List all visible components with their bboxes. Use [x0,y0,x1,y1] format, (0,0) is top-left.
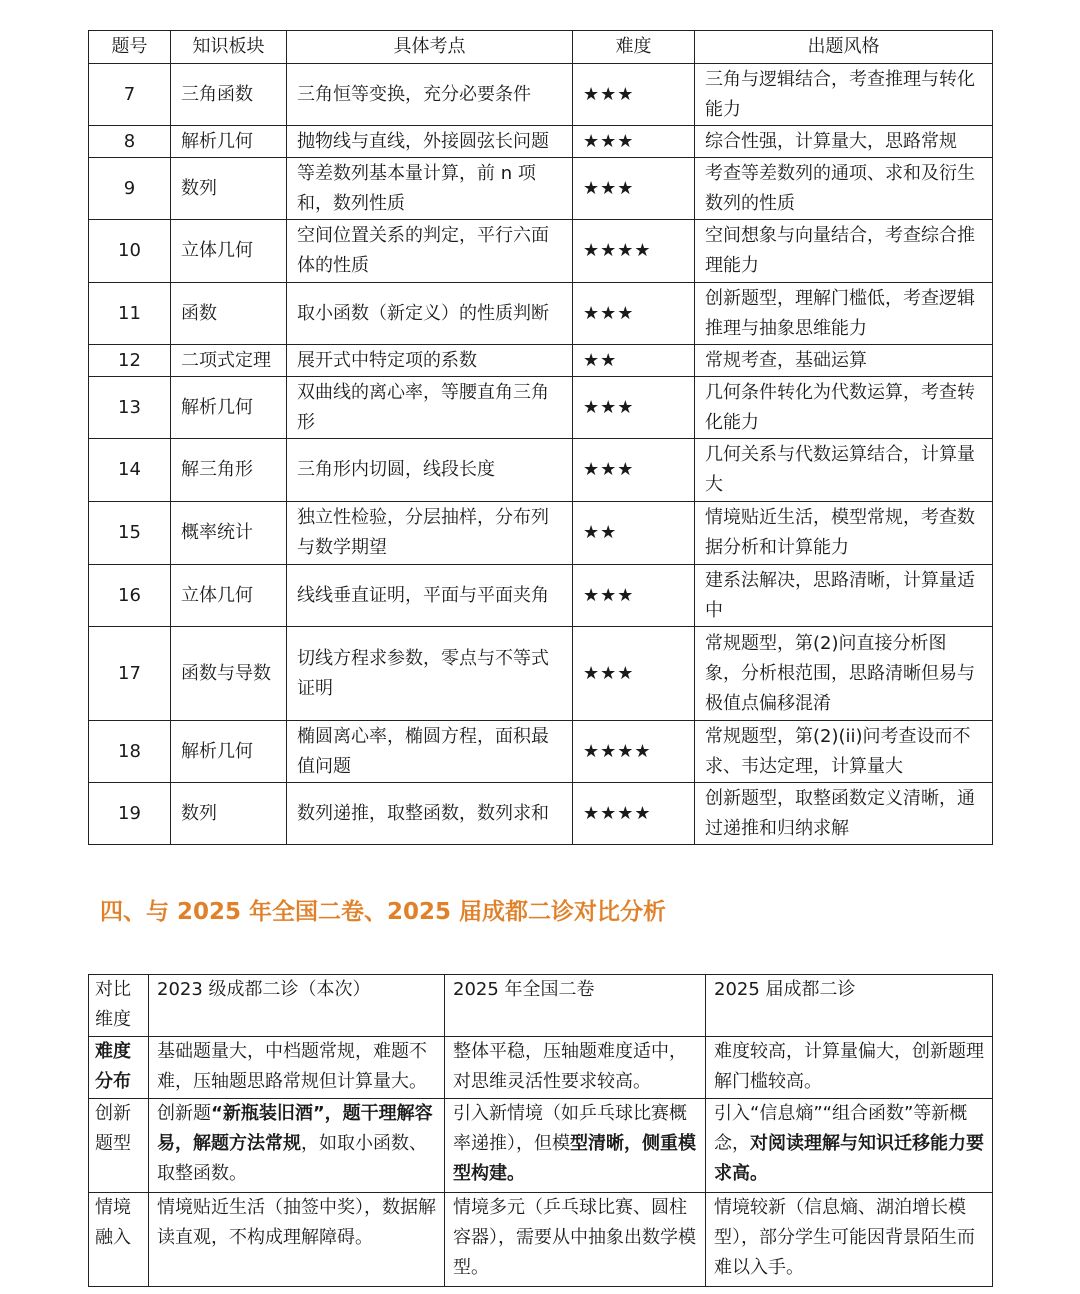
exam-points: 三角形内切圆，线段长度 [287,439,573,502]
header-cell: 2025 届成都二诊 [706,975,993,1037]
table-row [89,220,993,283]
knowledge-module: 函数 [171,283,287,345]
bold-text-segment: 型清晰，侧重模型构建。 [453,1133,696,1184]
comparison-cell [445,1099,706,1193]
knowledge-module: 解析几何 [171,126,287,158]
table-row [89,345,993,377]
question-number: 9 [89,158,171,220]
text-segment: 引入“信息熵”“组合函数”等新概念， [714,1103,968,1154]
text-segment: 创新题 [157,1103,211,1124]
knowledge-module: 解析几何 [171,377,287,439]
comparison-cell: 情境多元（乒乓球比赛、圆柱容器），需要从中抽象出数学模型。 [445,1193,706,1287]
exam-points: 等差数列基本量计算，前 n 项和，数列性质 [287,158,573,220]
question-number: 13 [89,377,171,439]
exam-analysis-table [88,30,993,845]
exam-points: 椭圆离心率，椭圆方程，面积最值问题 [287,721,573,783]
table-row [89,721,993,783]
table-row [89,627,993,721]
knowledge-module: 函数与导数 [171,627,287,721]
question-style: 空间想象与向量结合，考查综合推理能力 [695,220,993,283]
question-number: 14 [89,439,171,502]
comparison-cell: 整体平稳，压轴题难度适中，对思维灵活性要求较高。 [445,1037,706,1099]
question-style: 考查等差数列的通项、求和及衍生数列的性质 [695,158,993,220]
text-segment: ，如取小函数、取整函数。 [157,1133,427,1184]
header-cell: 对比维度 [89,975,149,1037]
comparison-dimension: 情境融入 [89,1193,149,1287]
comparison-table [88,974,993,1287]
question-style: 综合性强，计算量大，思路常规 [695,126,993,158]
question-style: 创新题型，理解门槛低，考查逻辑推理与抽象思维能力 [695,283,993,345]
difficulty-stars: ★★★★ [573,783,695,845]
difficulty-stars: ★★★ [573,126,695,158]
exam-points: 空间位置关系的判定，平行六面体的性质 [287,220,573,283]
table-row [89,64,993,126]
comparison-cell [706,1099,993,1193]
question-style: 建系法解决，思路清晰，计算量适中 [695,565,993,627]
header-cell: 题号 [89,31,171,64]
knowledge-module: 解三角形 [171,439,287,502]
question-style: 常规题型，第(2)问直接分析图象，分析根范围，思路清晰但易与极值点偏移混淆 [695,627,993,721]
question-style: 常规题型，第(2)(ii)问考查设而不求、韦达定理，计算量大 [695,721,993,783]
comparison-cell: 情境较新（信息熵、湖泊增长模型），部分学生可能因背景陌生而难以入手。 [706,1193,993,1287]
difficulty-stars: ★★★ [573,377,695,439]
question-number: 8 [89,126,171,158]
question-number: 11 [89,283,171,345]
text-segment: 引入新情境（如乒乓球比赛概率递推），但模 [453,1103,687,1154]
question-number: 7 [89,64,171,126]
question-style: 常规考查，基础运算 [695,345,993,377]
question-number: 18 [89,721,171,783]
exam-points: 切线方程求参数，零点与不等式证明 [287,627,573,721]
table-header-row [89,31,993,64]
section-title: 四、与 2025 年全国二卷、2025 届成都二诊对比分析 [100,899,667,925]
header-cell: 难度 [573,31,695,64]
question-number: 16 [89,565,171,627]
knowledge-module: 三角函数 [171,64,287,126]
table-row [89,158,993,220]
header-cell: 2025 年全国二卷 [445,975,706,1037]
comparison-dimension: 创新题型 [89,1099,149,1193]
exam-points: 三角恒等变换，充分必要条件 [287,64,573,126]
question-number: 10 [89,220,171,283]
knowledge-module: 立体几何 [171,220,287,283]
header-cell: 知识板块 [171,31,287,64]
difficulty-stars: ★★★ [573,64,695,126]
question-style: 创新题型，取整函数定义清晰，通过递推和归纳求解 [695,783,993,845]
exam-points: 数列递推，取整函数，数列求和 [287,783,573,845]
question-style: 三角与逻辑结合，考查推理与转化能力 [695,64,993,126]
table-header-row [89,975,993,1037]
exam-points: 抛物线与直线，外接圆弦长问题 [287,126,573,158]
question-style: 情境贴近生活，模型常规，考查数据分析和计算能力 [695,502,993,565]
difficulty-stars: ★★★★ [573,721,695,783]
bold-text-segment: “新瓶装旧酒”，题干理解容易，解题方法常规 [157,1103,433,1154]
header-cell: 具体考点 [287,31,573,64]
comparison-cell [149,1099,445,1193]
table-row [89,1099,993,1193]
table-row [89,1193,993,1287]
comparison-cell: 情境贴近生活（抽签中奖），数据解读直观，不构成理解障碍。 [149,1193,445,1287]
table-row [89,439,993,502]
bold-text-segment: 对阅读理解与知识迁移能力要求高。 [714,1133,984,1184]
table-row [89,565,993,627]
question-number: 17 [89,627,171,721]
question-style: 几何关系与代数运算结合，计算量大 [695,439,993,502]
question-style: 几何条件转化为代数运算，考查转化能力 [695,377,993,439]
exam-points: 线线垂直证明，平面与平面夹角 [287,565,573,627]
difficulty-stars: ★★★ [573,565,695,627]
difficulty-stars: ★★ [573,345,695,377]
difficulty-stars: ★★★ [573,158,695,220]
comparison-cell: 基础题量大，中档题常规，难题不难，压轴题思路常规但计算量大。 [149,1037,445,1099]
knowledge-module: 二项式定理 [171,345,287,377]
question-number: 15 [89,502,171,565]
comparison-cell: 难度较高，计算量偏大，创新题理解门槛较高。 [706,1037,993,1099]
table-row [89,502,993,565]
knowledge-module: 数列 [171,783,287,845]
table-row [89,783,993,845]
table-row [89,377,993,439]
exam-points: 独立性检验，分层抽样，分布列与数学期望 [287,502,573,565]
table-row [89,1037,993,1099]
knowledge-module: 数列 [171,158,287,220]
exam-points: 双曲线的离心率，等腰直角三角形 [287,377,573,439]
difficulty-stars: ★★★ [573,627,695,721]
difficulty-stars: ★★★ [573,283,695,345]
table-row [89,126,993,158]
exam-points: 取小函数（新定义）的性质判断 [287,283,573,345]
table-row [89,283,993,345]
exam-points: 展开式中特定项的系数 [287,345,573,377]
header-cell: 2023 级成都二诊（本次） [149,975,445,1037]
question-number: 19 [89,783,171,845]
knowledge-module: 立体几何 [171,565,287,627]
difficulty-stars: ★★★ [573,439,695,502]
difficulty-stars: ★★★★ [573,220,695,283]
question-number: 12 [89,345,171,377]
comparison-dimension: 难度分布 [89,1037,149,1099]
header-cell: 出题风格 [695,31,993,64]
knowledge-module: 解析几何 [171,721,287,783]
difficulty-stars: ★★ [573,502,695,565]
knowledge-module: 概率统计 [171,502,287,565]
